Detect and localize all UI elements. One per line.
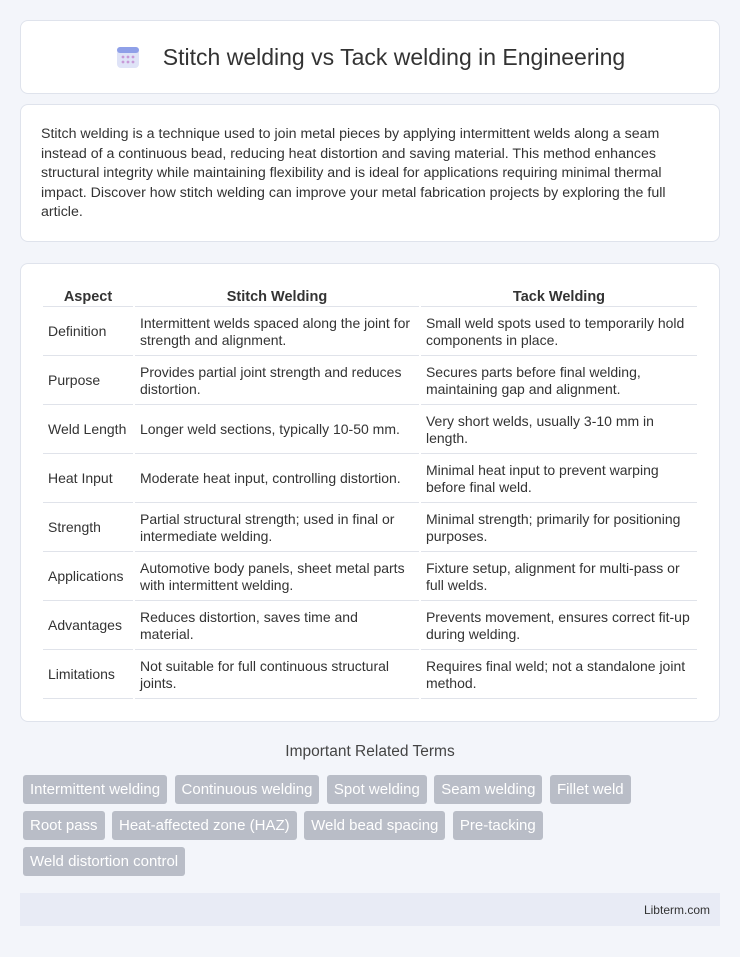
row-tack: Fixture setup, alignment for multi-pass or full welds. xyxy=(421,554,697,601)
header-stitch-welding: Stitch Welding xyxy=(135,286,419,307)
related-term-tag[interactable]: Pre-tacking xyxy=(453,811,543,840)
calendar-icon xyxy=(115,44,141,70)
intro-text: Stitch welding is a technique used to join metal pieces by applying intermittent welds along a seam instead of a continuous bead, reducing heat distortion and saving material. This method enhances structural integrity while maintaining flexibility and is ideal for applications requiring minimal thermal impact. Discover how stitch welding can improve your metal fabrication projects by exploring the full article. xyxy=(41,126,666,221)
row-aspect: Limitations xyxy=(43,652,133,699)
row-tack: Minimal heat input to prevent warping before final weld. xyxy=(421,456,697,503)
table-row xyxy=(43,456,697,503)
row-stitch: Longer weld sections, typically 10-50 mm. xyxy=(135,407,419,454)
row-stitch: Moderate heat input, controlling distortion. xyxy=(135,456,419,503)
row-tack: Minimal strength; primarily for positioning purposes. xyxy=(421,505,697,552)
header-tack-welding: Tack Welding xyxy=(421,286,697,307)
table-row xyxy=(43,554,697,601)
related-term-tag[interactable]: Spot welding xyxy=(327,775,427,804)
related-term-tag[interactable]: Seam welding xyxy=(434,775,542,804)
table-row xyxy=(43,603,697,650)
row-aspect: Strength xyxy=(43,505,133,552)
comparison-table xyxy=(41,284,699,701)
row-tack: Small weld spots used to temporarily hold components in place. xyxy=(421,309,697,356)
related-terms-list xyxy=(23,775,723,883)
table-row xyxy=(43,407,697,454)
row-stitch: Not suitable for full continuous structural joints. xyxy=(135,652,419,699)
footer-brand[interactable]: Libterm.com xyxy=(643,902,710,917)
related-term-tag[interactable]: Weld bead spacing xyxy=(304,811,445,840)
comparison-table-card xyxy=(20,263,720,722)
row-stitch: Intermittent welds spaced along the joint for strength and alignment. xyxy=(135,309,419,356)
header-aspect: Aspect xyxy=(43,286,133,307)
title-card xyxy=(20,20,720,94)
table-row xyxy=(43,505,697,552)
related-term-tag[interactable]: Heat-affected zone (HAZ) xyxy=(112,811,297,840)
row-aspect: Purpose xyxy=(43,358,133,405)
related-terms-title: Important Related Terms xyxy=(285,743,455,760)
row-tack: Secures parts before final welding, maintaining gap and alignment. xyxy=(421,358,697,405)
row-aspect: Advantages xyxy=(43,603,133,650)
row-aspect: Applications xyxy=(43,554,133,601)
row-tack: Prevents movement, ensures correct fit-up during welding. xyxy=(421,603,697,650)
row-aspect: Definition xyxy=(43,309,133,356)
table-header-row xyxy=(43,286,697,307)
related-term-tag[interactable]: Fillet weld xyxy=(550,775,631,804)
row-stitch: Provides partial joint strength and reduces distortion. xyxy=(135,358,419,405)
related-term-tag[interactable]: Continuous welding xyxy=(175,775,320,804)
row-tack: Requires final weld; not a standalone joint method. xyxy=(421,652,697,699)
row-tack: Very short welds, usually 3-10 mm in length. xyxy=(421,407,697,454)
table-row xyxy=(43,652,697,699)
related-term-tag[interactable]: Root pass xyxy=(23,811,105,840)
row-aspect: Weld Length xyxy=(43,407,133,454)
related-term-tag[interactable]: Intermittent welding xyxy=(23,775,167,804)
row-stitch: Partial structural strength; used in final or intermediate welding. xyxy=(135,505,419,552)
row-stitch: Automotive body panels, sheet metal parts with intermittent welding. xyxy=(135,554,419,601)
intro-card xyxy=(20,104,720,242)
table-row xyxy=(43,358,697,405)
row-stitch: Reduces distortion, saves time and material. xyxy=(135,603,419,650)
footer xyxy=(20,893,720,926)
related-term-tag[interactable]: Weld distortion control xyxy=(23,847,185,876)
table-row xyxy=(43,309,697,356)
page-title: Stitch welding vs Tack welding in Engineering xyxy=(162,43,626,70)
row-aspect: Heat Input xyxy=(43,456,133,503)
